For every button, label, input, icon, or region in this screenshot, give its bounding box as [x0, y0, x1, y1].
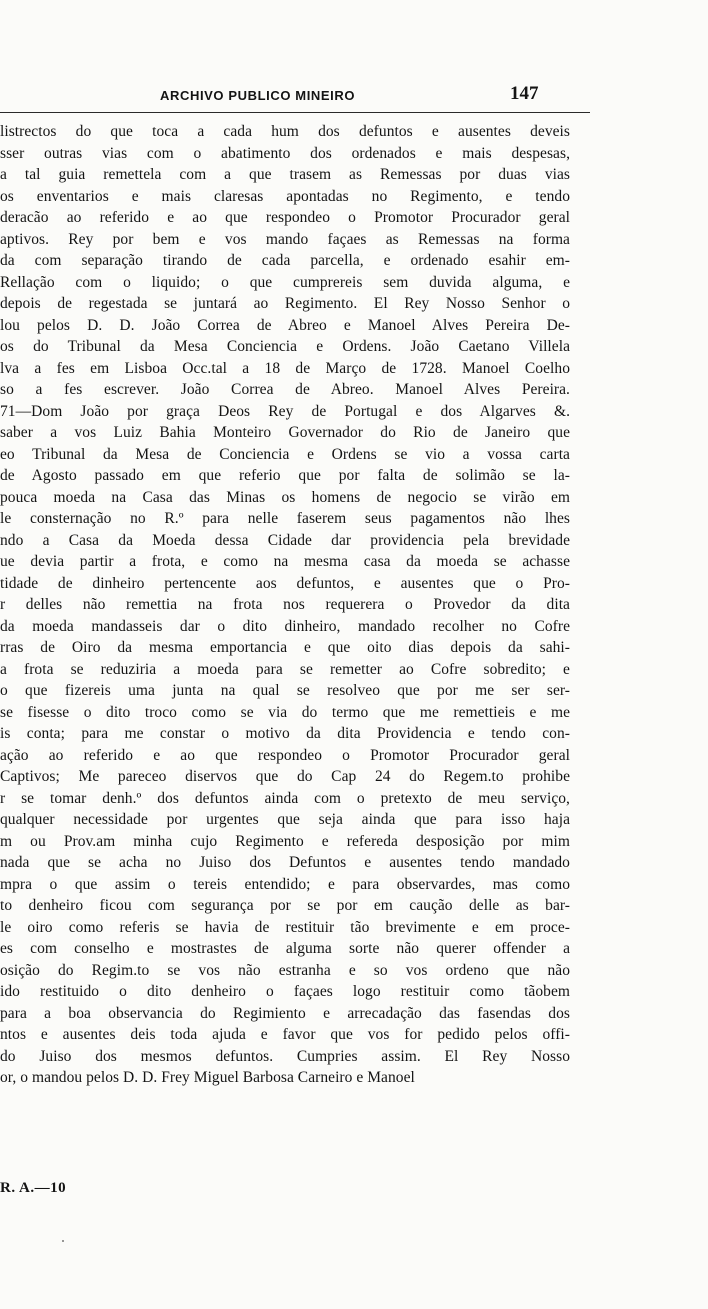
- text-line: qualquer necessidade por urgentes que seja ainda que para isso haja: [0, 811, 570, 828]
- text-line: ido restituido o dito denheiro o façaes logo restituir como tãobem: [0, 983, 570, 1000]
- text-line: or, o mandou pelos D. D. Frey Miguel Barbosa Carneiro e Manoel: [0, 1069, 415, 1086]
- text-line: da com separação tirando de cada parcella, e ordenado esahir em-: [0, 252, 570, 269]
- text-line: a frota se reduziria a moeda para se remetter ao Cofre sobredito; e: [0, 660, 570, 678]
- text-line: to denheiro ficou com segurança por se por em caução delle as bar-: [0, 897, 570, 914]
- signature-mark: R. A.—10: [0, 1180, 67, 1196]
- text-line: aptivos. Rey por bem e vos mando façaes as Remessas na forma: [0, 230, 570, 248]
- page-number: 147: [510, 83, 539, 104]
- text-line: os do Tribunal da Mesa Conciencia e Ordens. João Caetano Villela: [0, 338, 570, 355]
- text-line: mpra o que assim o tereis entendido; e para observardes, mas como: [0, 875, 570, 893]
- text-body: [0, 121, 570, 1089]
- stray-dot: [62, 1240, 64, 1242]
- text-line: ndo a Casa da Moeda dessa Cidade dar providencia pela brevidade: [0, 531, 570, 549]
- text-line: rras de Oiro da mesma emportancia e que oito dias depois da sahi-: [0, 639, 570, 656]
- text-line: 71—Dom João por graça Deos Rey de Portugal e dos Algarves &.: [0, 402, 570, 420]
- text-line: eo Tribunal da Mesa de Conciencia e Ordens se vio a vossa carta: [0, 445, 570, 463]
- text-line: tidade de dinheiro pertencente aos defuntos, e ausentes que o Pro-: [0, 574, 570, 592]
- text-line: so a fes escrever. João Correa de Abreo. Manoel Alves Pereira.: [0, 381, 570, 398]
- text-line: os enventarios e mais claresas apontadas no Regimento, e tendo: [0, 187, 570, 205]
- text-line: le consternação no R.º para nelle faserem seus pagamentos não lhes: [0, 510, 570, 527]
- text-line: depois de regestada se juntará ao Regimento. El Rey Nosso Senhor o: [0, 295, 570, 312]
- running-title: ARCHIVO PUBLICO MINEIRO: [160, 88, 356, 103]
- text-line: deracão ao referido e ao que respondeo o Promotor Procurador geral: [0, 209, 570, 226]
- text-line: saber a vos Luiz Bahia Monteiro Governador do Rio de Janeiro que: [0, 424, 570, 441]
- text-line: para a boa observancia do Regimiento e arrecadação das fasendas dos: [0, 1004, 570, 1022]
- text-line: a tal guia remettela com a que trasem as Remessas por duas vias: [0, 166, 570, 183]
- text-line: lou pelos D. D. João Correa de Abreo e Manoel Alves Pereira De-: [0, 316, 570, 334]
- text-line: nada que se acha no Juiso dos Defuntos e ausentes tendo mandado: [0, 854, 570, 871]
- text-line: ntos e ausentes deis toda ajuda e favor que vos for pedido pelos offi-: [0, 1026, 570, 1043]
- text-line: es com conselho e mostrastes de alguma sorte não querer offender a: [0, 940, 570, 957]
- text-line: lva a fes em Lisboa Occ.tal a 18 de Março de 1728. Manoel Coelho: [0, 359, 570, 377]
- running-head: [0, 82, 590, 113]
- text-line: m ou Prov.am minha cujo Regimento e refereda desposição por mim: [0, 832, 570, 850]
- text-line: osição do Regim.to se vos não estranha e so vos ordeno que não: [0, 961, 570, 979]
- text-line: r delles não remettia na frota nos requerera o Provedor da dita: [0, 596, 570, 613]
- text-line: sser outras vias com o abatimento dos ordenados e mais despesas,: [0, 144, 570, 162]
- text-line: Captivos; Me pareceo diservos que do Cap 24 do Regem.to prohibe: [0, 768, 570, 785]
- text-line: do Juiso dos mesmos defuntos. Cumpries assim. El Rey Nosso: [0, 1047, 570, 1065]
- text-line: r se tomar denh.º dos defuntos ainda com o pretexto de meu serviço,: [0, 789, 570, 807]
- text-line: is conta; para me constar o motivo da dita Providencia e tendo con-: [0, 725, 570, 742]
- text-line: pouca moeda na Casa das Minas os homens de negocio se virão em: [0, 488, 570, 506]
- text-line: o que fizereis uma junta na qual se resolveo que por me ser ser-: [0, 682, 570, 699]
- text-line: da moeda mandasseis dar o dito dinheiro, mandado recolher no Cofre: [0, 617, 570, 635]
- text-line: ue devia partir a frota, e como na mesma casa da moeda se achasse: [0, 553, 570, 570]
- text-line: de Agosto passado em que referio que por falta de solimão se la-: [0, 467, 570, 484]
- text-line: listrectos do que toca a cada hum dos defuntos e ausentes deveis: [0, 123, 570, 140]
- text-line: ação ao referido e ao que respondeo o Promotor Procurador geral: [0, 746, 570, 764]
- text-line: le oiro como referis se havia de restituir tão brevimente e em proce-: [0, 918, 570, 936]
- text-line: Rellação com o liquido; o que cumprereis sem duvida alguma, e: [0, 273, 570, 291]
- text-line: se fisesse o dito troco como se via do termo que me remettieis e me: [0, 703, 570, 721]
